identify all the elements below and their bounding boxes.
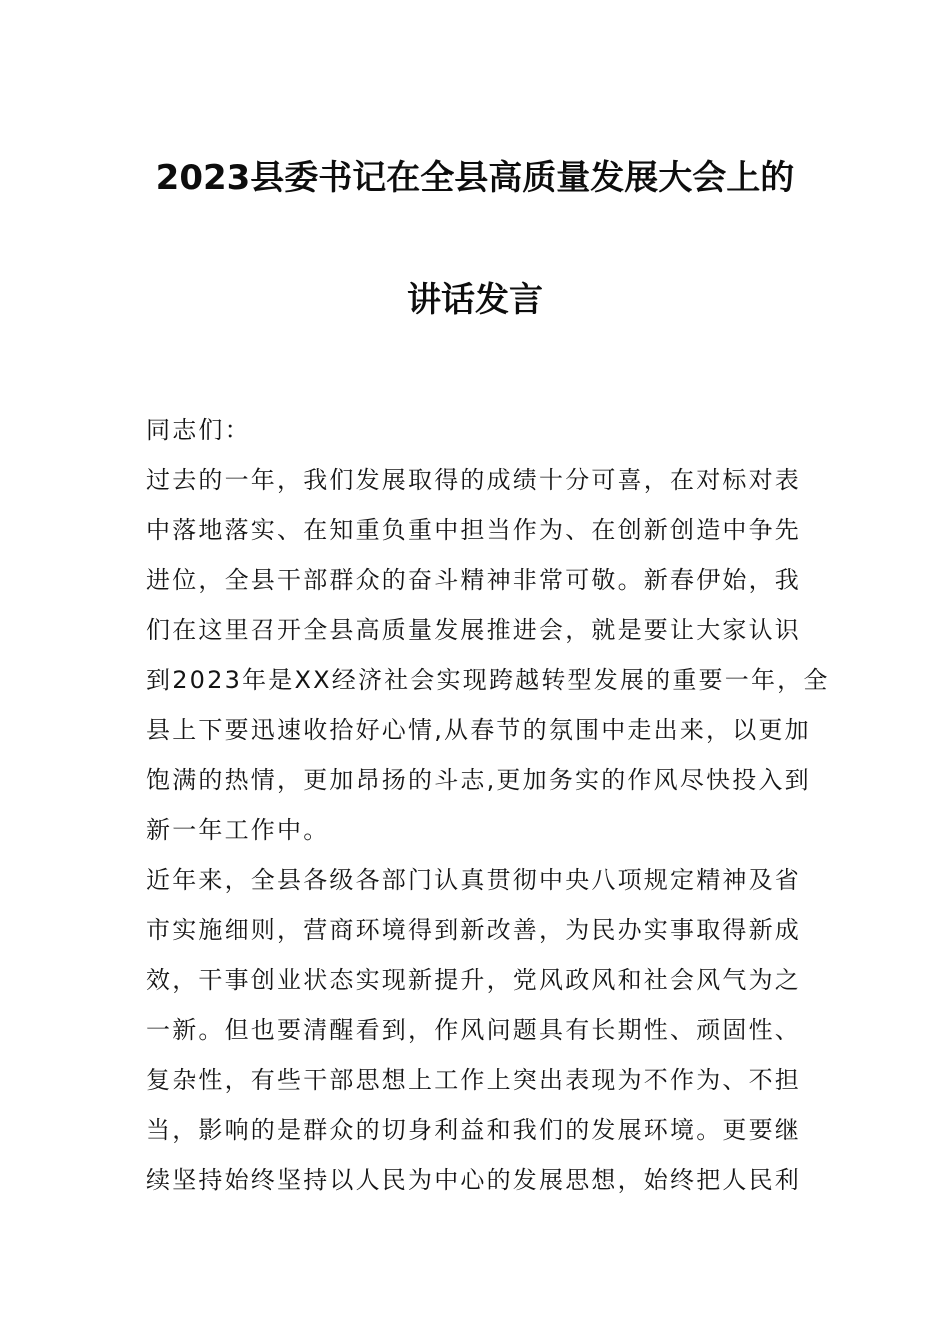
body-line: 近年来，全县各级各部门认真贯彻中央八项规定精神及省 [146,866,801,894]
body-line: 新一年工作中。 [146,816,330,844]
body-line: 县上下要迅速收拾好心情,从春节的氛围中走出来，以更加 [146,716,811,744]
document-title-line-1: 2023县委书记在全县高质量发展大会上的 [155,158,795,198]
body-line: 进位，全县干部群众的奋斗精神非常可敬。新春伊始，我 [146,566,801,594]
body-line: 饱满的热情，更加昂扬的斗志,更加务实的作风尽快投入到 [146,766,811,794]
body-line: 中落地落实、在知重负重中担当作为、在创新创造中争先 [146,516,801,544]
body-line: 过去的一年，我们发展取得的成绩十分可喜，在对标对表 [146,466,801,494]
body-line: 们在这里召开全县高质量发展推进会，就是要让大家认识 [146,616,801,644]
body-line: 续坚持始终坚持以人民为中心的发展思想，始终把人民利 [146,1166,801,1194]
document-title-line-2: 讲话发言 [407,280,543,320]
body-line: 市实施细则，营商环境得到新改善，为民办实事取得新成 [146,916,801,944]
body-line: 复杂性，有些干部思想上工作上突出表现为不作为、不担 [146,1066,801,1094]
body-line: 一新。但也要清醒看到，作风问题具有长期性、顽固性、 [146,1016,801,1044]
salutation: 同志们： [146,416,251,444]
body-line: 效，干事创业状态实现新提升，党风政风和社会风气为之 [146,966,801,994]
body-line: 当，影响的是群众的切身利益和我们的发展环境。更要继 [146,1116,801,1144]
body-line: 到2023年是XX经济社会实现跨越转型发展的重要一年，全 [146,666,830,694]
